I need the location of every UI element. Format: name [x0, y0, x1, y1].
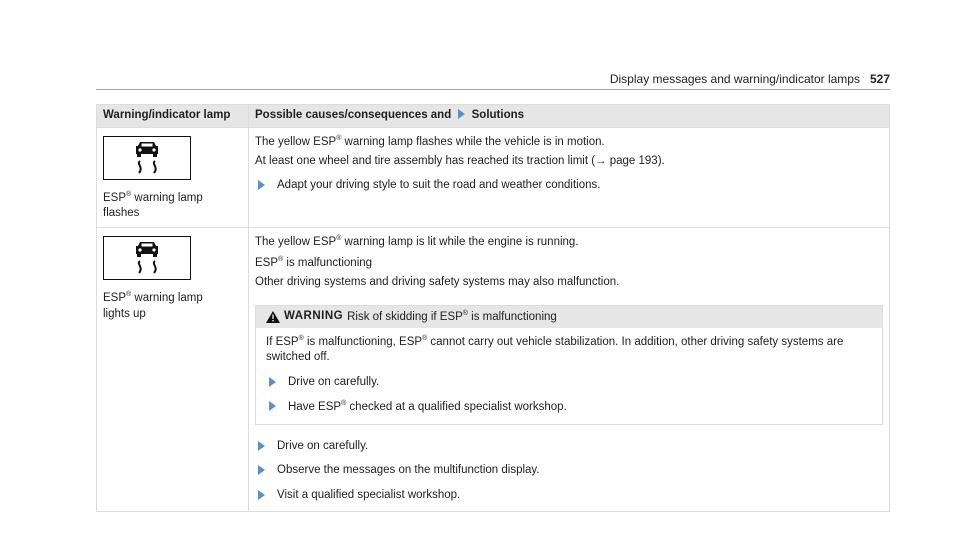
warning-triangle-icon: [266, 311, 280, 323]
col-header-lamp: Warning/indicator lamp: [97, 105, 249, 128]
page-header: [96, 72, 890, 86]
description-line: ESP® is malfunctioning: [255, 255, 373, 269]
warning-lamp-table: [96, 104, 890, 512]
lamp-cell: [97, 228, 249, 512]
solution-bullet: Drive on carefully.: [255, 439, 883, 455]
table-row: [97, 228, 890, 512]
bullet-arrow-icon: [258, 490, 265, 500]
solution-bullet: Adapt your driving style to suit the road and weather conditions.: [255, 178, 883, 194]
description-line: The yellow ESP® warning lamp is lit while the engine is running.: [255, 235, 579, 249]
bullet-arrow-icon: [258, 441, 265, 451]
description-line: [255, 154, 883, 170]
description-cell: [249, 127, 890, 228]
col-header-solutions-suffix: Solutions: [471, 109, 525, 121]
lamp-cell: [97, 127, 249, 228]
description-line: Other driving systems and driving safety systems may also malfunction.: [255, 276, 620, 289]
solutions-arrow-icon: [458, 109, 465, 119]
esp-skid-car-icon: [103, 236, 191, 280]
header-divider: [96, 89, 890, 90]
col-header-solutions-prefix: Possible causes/consequences and: [255, 109, 452, 121]
solution-bullet: Observe the messages on the multifunction display.: [255, 463, 883, 479]
warning-body: [256, 328, 882, 424]
warning-bullet: Drive on carefully.: [266, 375, 872, 391]
section-title: Display messages and warning/indicator lamps: [609, 72, 860, 86]
lamp-label: ESP® warning lamp flashes: [103, 190, 203, 219]
bullet-arrow-icon: [258, 180, 265, 190]
solution-bullet: Visit a qualified specialist workshop.: [255, 488, 883, 504]
warning-bullet: Have ESP® checked at a qualified specialist workshop.: [266, 399, 872, 415]
esp-skid-car-icon: [103, 136, 191, 180]
lamp-label: ESP® warning lamp lights up: [103, 291, 203, 320]
warning-box: [255, 305, 883, 425]
warning-heading: Risk of skidding if ESP® is malfunctioning: [347, 309, 557, 323]
bullet-arrow-icon: [258, 465, 265, 475]
table-row: [97, 127, 890, 228]
bullet-arrow-icon: [269, 377, 276, 387]
warning-header: [256, 306, 882, 328]
table-header-row: [97, 105, 890, 128]
page-number: 527: [869, 72, 890, 86]
warning-title: WARNING: [284, 309, 344, 322]
description-cell: [249, 228, 890, 512]
description-line: The yellow ESP® warning lamp flashes while the vehicle is in motion.: [255, 134, 605, 148]
bullet-arrow-icon: [269, 401, 276, 411]
page-reference-link[interactable]: At least one wheel and tire assembly has reached its traction limit (→ page 193).: [255, 154, 665, 167]
col-header-solutions: [249, 105, 890, 128]
warning-text: If ESP® is malfunctioning, ESP® cannot carry out vehicle stabilization. In addition, other driving safety systems are switched off.: [266, 334, 844, 364]
